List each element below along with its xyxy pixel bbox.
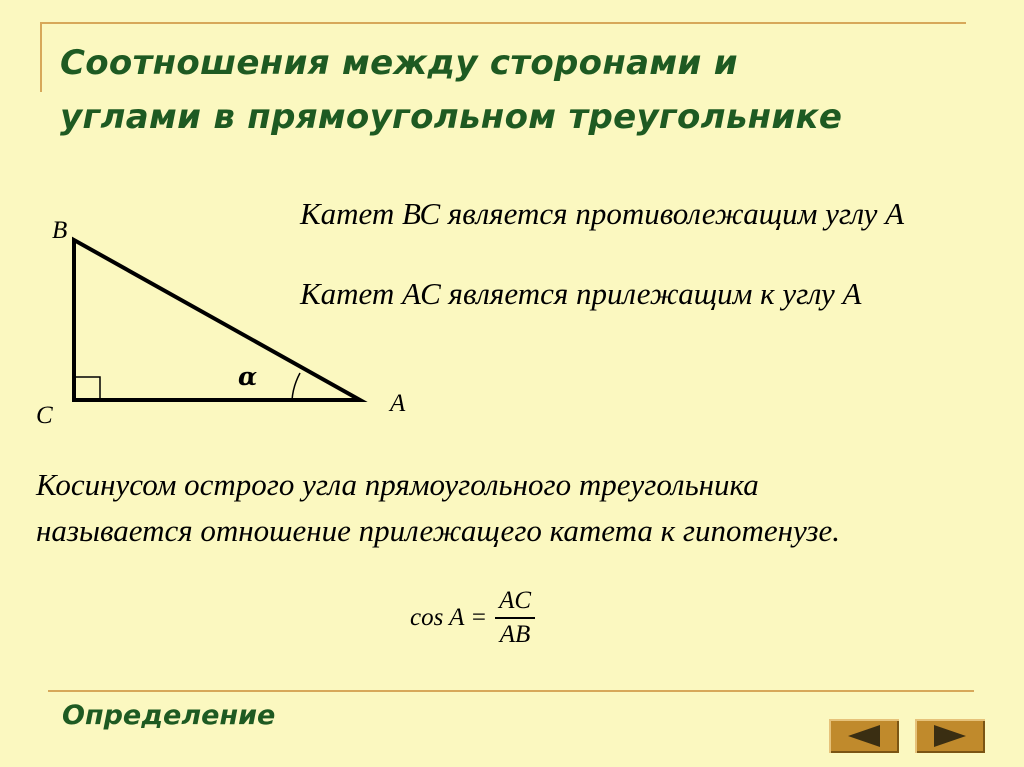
- cosine-definition-line-1: Косинусом острого угла прямоугольного треугольника: [36, 467, 759, 502]
- frame-bottom-line: [48, 690, 974, 692]
- frame-top-line: [40, 22, 966, 24]
- triangle-shape: [74, 240, 360, 400]
- previous-slide-button[interactable]: [829, 719, 899, 753]
- vertex-label-c: С: [36, 402, 53, 429]
- next-slide-button[interactable]: [915, 719, 985, 753]
- slide-title: [60, 36, 980, 144]
- right-angle-marker: [74, 377, 100, 400]
- angle-label-alpha: α: [238, 362, 258, 391]
- formula-numerator: AC: [499, 587, 532, 614]
- statement-adjacent-leg: Катет АС является прилежащим к углу А: [300, 276, 862, 311]
- slide-title-line-2: углами в прямоугольном треугольнике: [60, 97, 843, 137]
- formula-denominator: AB: [499, 621, 531, 648]
- triangle-right-icon: [930, 724, 970, 748]
- right-triangle-diagram: [20, 200, 440, 450]
- frame-left-line: [40, 22, 42, 92]
- definition-link[interactable]: Определение: [62, 700, 276, 731]
- vertex-label-b: В: [52, 217, 68, 244]
- angle-arc: [292, 373, 300, 400]
- cosine-definition-line-2: называется отношение прилежащего катета к гипотенузе.: [36, 513, 840, 548]
- formula-fraction: [495, 585, 535, 651]
- formula-lhs: cos A =: [410, 604, 488, 631]
- cosine-formula: [410, 585, 535, 651]
- slide-title-line-1: Соотношения между сторонами и: [60, 43, 738, 83]
- vertex-label-a: А: [390, 390, 406, 417]
- statement-opposite-leg: Катет ВС является противолежащим углу А: [300, 196, 905, 231]
- triangle-left-icon: [844, 724, 884, 748]
- cosine-definition: [36, 462, 840, 554]
